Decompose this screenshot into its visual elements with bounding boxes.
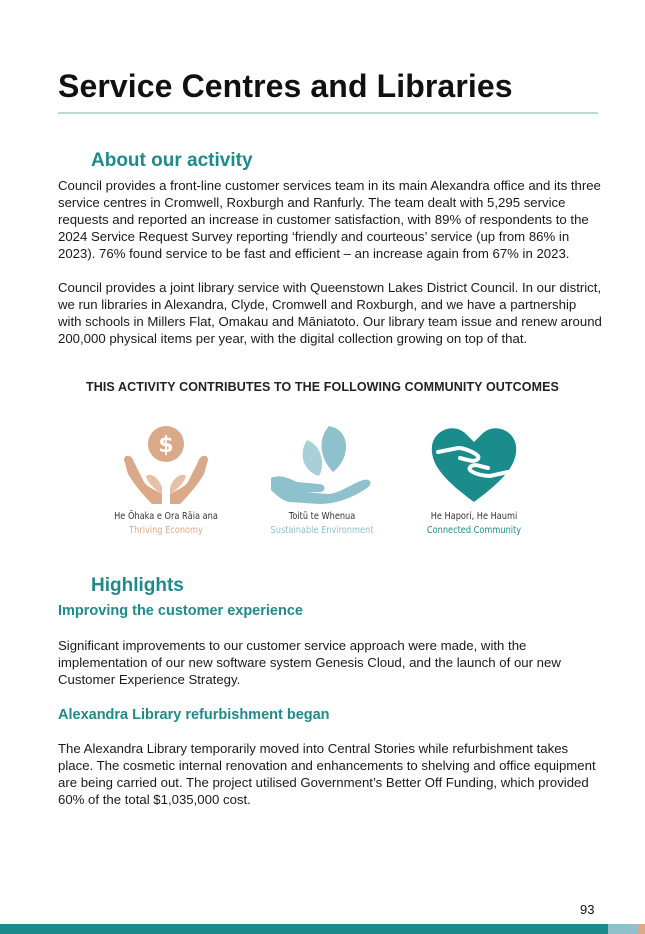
outcome-thriving-economy bbox=[91, 418, 241, 538]
heart-hands-icon bbox=[424, 418, 524, 506]
highlight-title-1: Improving the customer experience bbox=[58, 603, 303, 619]
outcome-english-label: Connected Community bbox=[426, 525, 522, 536]
footer-bar-accent bbox=[638, 924, 645, 934]
outcome-maori-label: He Ōhaka e Ora Rāia ana bbox=[114, 511, 218, 522]
highlight-title-2: Alexandra Library refurbishment began bbox=[58, 707, 330, 723]
highlight-body-1: Significant improvements to our customer service approach were made, with the implementation of our new software system Genesis Cloud, and the launch of our new Customer Experience Strategy. bbox=[58, 638, 561, 687]
about-heading: About our activity bbox=[91, 150, 253, 171]
highlights-heading: Highlights bbox=[91, 575, 184, 596]
outcome-maori-label: He Hapori, He Haumi bbox=[430, 511, 518, 522]
about-paragraph-2: Council provides a joint library service with Queenstown Lakes District Council. In our district, we run libraries in Alexandra, Clyde, Cromwell and Roxburgh, and we have a partnership with schools in Millers Flat, Omakau and Māniatoto. Our library team issue and renew around 200,000 physical items per year, with the digital collection growing on top of that. bbox=[58, 280, 602, 346]
page-title: Service Centres and Libraries bbox=[58, 68, 513, 104]
svg-text:$: $ bbox=[158, 433, 174, 458]
outcome-connected-community bbox=[399, 418, 549, 538]
highlight-body-2: The Alexandra Library temporarily moved into Central Stories while refurbishment takes place. The cosmetic internal renovation and enhancements to shelving and office equipment are being carried out. The project utilised Government’s Better Off Funding, which provided 60% of the total $1,035,000 cost. bbox=[58, 741, 596, 807]
footer-bar-light bbox=[608, 924, 638, 934]
about-paragraph-1: Council provides a front-line customer services team in its main Alexandra office and its three service centres in Cromwell, Roxburgh and Ranfurly. The team dealt with 5,295 service requests and reported an increase in customer satisfaction, with 89% of respondents to the 2024 Service Request Survey reporting ‘friendly and courteous’ service (up from 86% in 2023). 76% found service to be fast and efficient – an increase again from 67% in 2023. bbox=[58, 178, 601, 261]
footer-bar bbox=[0, 924, 608, 934]
outcomes-heading: THIS ACTIVITY CONTRIBUTES TO THE FOLLOWING COMMUNITY OUTCOMES bbox=[86, 380, 559, 394]
hand-leaf-icon bbox=[267, 418, 377, 506]
outcome-english-label: Sustainable Environment bbox=[270, 525, 374, 536]
outcome-sustainable-environment bbox=[247, 418, 397, 538]
outcome-maori-label: Toitū te Whenua bbox=[288, 511, 356, 522]
hands-dollar-icon bbox=[116, 418, 216, 506]
outcome-english-label: Thriving Economy bbox=[129, 525, 203, 536]
title-divider bbox=[58, 112, 598, 114]
page-number: 93 bbox=[580, 902, 595, 917]
